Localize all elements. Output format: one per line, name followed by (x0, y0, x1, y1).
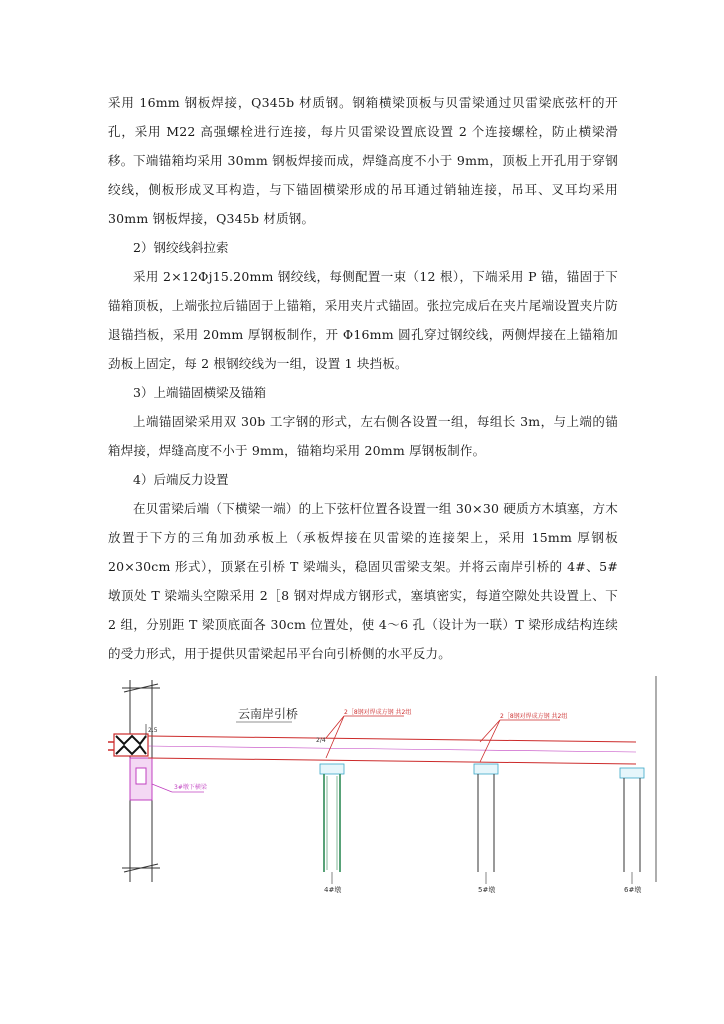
callout-label-2: 2［8钢对焊成方钢 共2组 (500, 713, 568, 720)
bridge-elevation-drawing (108, 672, 668, 900)
bridge-girders (148, 736, 636, 764)
heading-strand-cable: 2）钢绞线斜拉索 (133, 240, 229, 255)
pier-6-label: 6#墩 (624, 886, 642, 894)
pier-4-label: 4#墩 (324, 886, 342, 894)
callout-group-2 (480, 712, 567, 762)
pier-4 (320, 764, 344, 894)
callout-label-1: 2［8钢对焊成方钢 共2组 (344, 709, 412, 716)
heading-upper-anchor-beam: 3）上端锚固横梁及锚箱 (133, 385, 266, 400)
paragraph-strand-cable: 采用 2×12Φj15.20mm 钢绞线，每侧配置一束（12 根），下端采用 P 锚，锚固于下锚箱顶板，上端张拉后锚固于上锚箱，采用夹片式锚固。张拉完成后在夹片尾端设置夹片防退锚挡板，采用 20mm 厚钢板制作，开 Φ16mm 圆孔穿过钢绞线，两侧焊接在上锚箱加劲板上固定，每 2 根钢绞线为一组，设置 1 块挡板。 (108, 269, 618, 371)
paragraph-lower-anchor-box: 下端锚箱均采用 30mm 钢板焊接而成，焊缝高度不小于 9mm，顶板上开孔用于穿钢绞线，侧板形成叉耳构造，与下锚固横梁形成的吊耳通过销轴连接，吊耳、叉耳均采用 30mm 钢板焊接，Q345b 材质钢。 (108, 153, 618, 226)
truss-anchor-block (108, 734, 148, 756)
figure-title: 云南岸引桥 (238, 707, 299, 721)
pier-6 (620, 768, 644, 894)
dimension-label: 2.5 (148, 727, 158, 734)
heading-rear-reaction: 4）后端反力设置 (133, 472, 229, 487)
lower-cross-beam (130, 758, 208, 800)
paragraph-upper-anchor-beam: 上端锚固梁采用双 30b 工字钢的形式，左右侧各设置一组，每组长 3m，与上端的锚箱焊接，焊缝高度不小于 9mm，锚箱均采用 20mm 厚钢板制作。 (108, 414, 618, 458)
pier-5 (474, 764, 498, 894)
callout-group-1 (316, 708, 411, 758)
paragraph-steel-box-beam: 采用 16mm 钢板焊接，Q345b 材质钢。钢箱横梁顶板与贝雷梁通过贝雷梁底弦杆的开孔，采用 M22 高强螺栓进行连接，每片贝雷梁设置底设置 2 个连接螺栓，防止横梁滑移。 (108, 95, 618, 168)
pier-5-label: 5#墩 (478, 886, 496, 894)
side-note-label: 3#墩下横梁 (174, 784, 207, 791)
svg-text:2/4: 2/4 (316, 737, 326, 744)
paragraph-rear-reaction: 在贝雷梁后端（下横梁一端）的上下弦杆位置各设置一组 30×30 硬质方木填塞，方木放置于下方的三角加劲承板上（承板焊接在贝雷梁的连接架上，采用 15mm 厚钢板 20×30cm 形式），顶紧在引桥 T 梁端头，稳固贝雷梁支架。并将云南岸引桥的 4#、5#墩顶处 T 梁端头空隙采用 2［8 钢对焊成方钢形式，塞填密实，每道空隙处共设置上、下 2 组，分别距 T 梁顶底面各 30cm 位置处，使 4～6 孔（设计为一联）T 梁形成结构连续的受力形式，用于提供贝雷梁起吊平台向引桥侧的水平反力。 (108, 501, 618, 661)
